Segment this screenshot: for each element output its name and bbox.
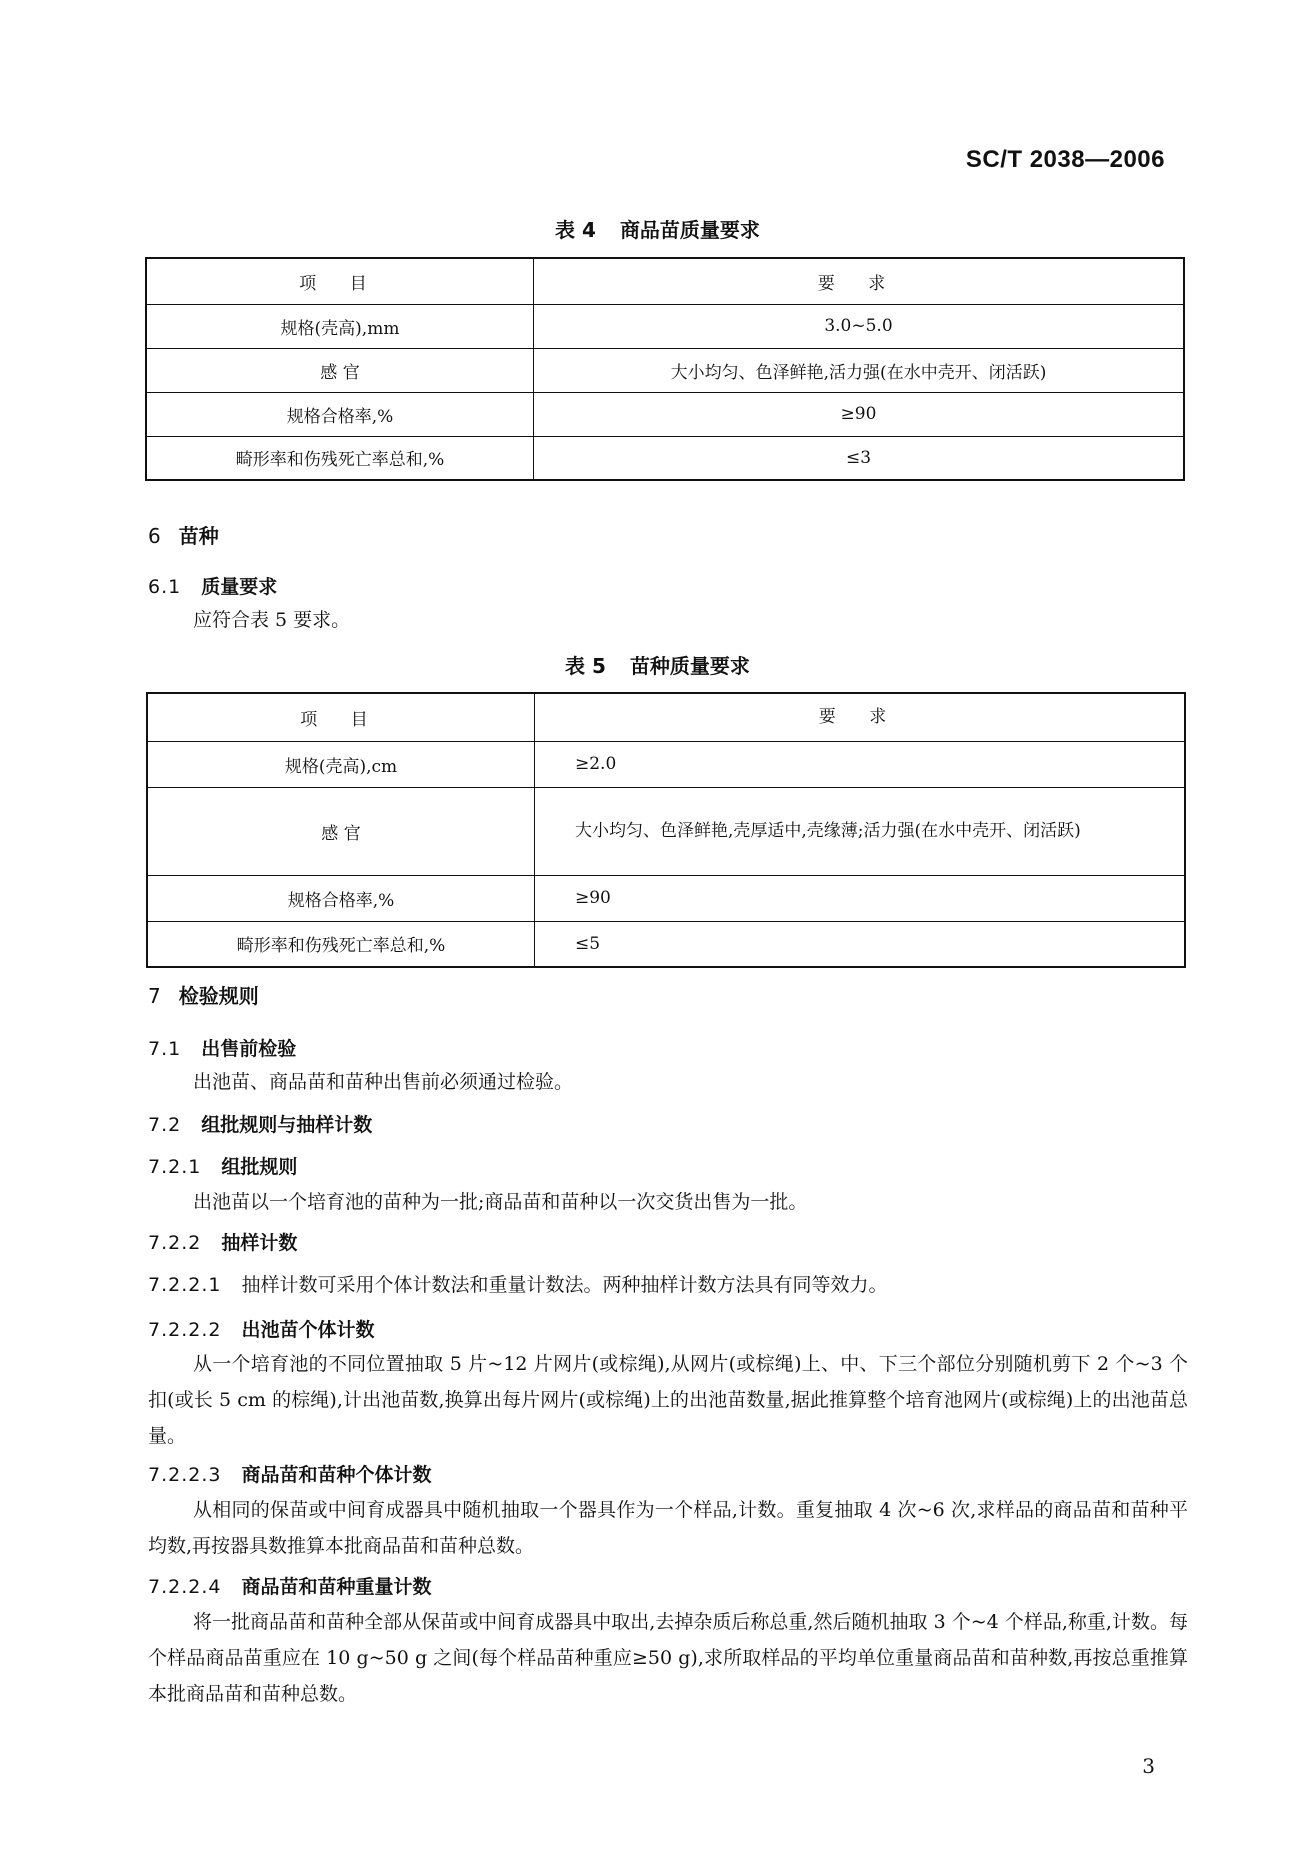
section-7-1-heading — [148, 1034, 296, 1061]
section-7-2-2-3-heading — [148, 1460, 432, 1487]
table-cell: 畸形率和伤残死亡率总和,% — [147, 921, 535, 967]
section-7-2-2-4-text: 将一批商品苗和苗种全部从保苗或中间育成器具中取出,去掉杂质后称总重,然后随机抽取 3 个~4 个样品,称重,计数。每个样品商品苗重应在 10 g~50 g 之间(每个样品苗种重应≥50 g),求所取样品的平均单位重量商品苗和苗种数,再按总重推算本批商品苗和苗种总数。 — [148, 1611, 1188, 1705]
section-7-2-1-heading — [148, 1152, 297, 1179]
section-6-1-heading — [148, 572, 277, 599]
table-cell: 3.0~5.0 — [534, 304, 1185, 348]
section-text: 抽样计数可采用个体计数法和重量计数法。两种抽样计数方法具有同等效力。 — [241, 1274, 888, 1296]
table-cell: 感 官 — [146, 348, 534, 392]
table4-number: 表 4 — [555, 218, 596, 242]
table-cell: 感 官 — [147, 787, 535, 875]
section-7-2-2-heading — [148, 1228, 297, 1255]
section-title: 苗种 — [178, 524, 219, 548]
table-cell: 规格合格率,% — [146, 392, 534, 436]
section-7-2-1-text: 出池苗以一个培育池的苗种为一批;商品苗和苗种以一次交货出售为一批。 — [193, 1191, 808, 1213]
section-number: 7.2.1 — [148, 1156, 202, 1178]
table5-header-item: 项 目 — [147, 693, 535, 741]
section-7-1-text: 出池苗、商品苗和苗种出售前必须通过检验。 — [193, 1071, 574, 1093]
table4 — [145, 257, 1185, 481]
section-title: 出池苗个体计数 — [241, 1319, 375, 1341]
table-cell: ≥90 — [535, 875, 1186, 921]
section-number: 7.2 — [148, 1114, 182, 1136]
section-title: 商品苗和苗种重量计数 — [241, 1576, 432, 1598]
section-title: 出售前检验 — [201, 1038, 297, 1060]
section-6-heading — [148, 520, 219, 549]
section-number: 7.2.2.3 — [148, 1464, 222, 1486]
section-title: 抽样计数 — [221, 1232, 298, 1254]
table5-number: 表 5 — [565, 654, 606, 678]
standard-code: SC/T 2038—2006 — [965, 146, 1165, 173]
section-number: 7.2.2 — [148, 1232, 202, 1254]
section-title: 组批规则与抽样计数 — [201, 1114, 373, 1136]
table-cell: 大小均匀、色泽鲜艳,壳厚适中,壳缘薄;活力强(在水中壳开、闭活跃) — [535, 787, 1186, 875]
table5-title: 苗种质量要求 — [629, 654, 750, 678]
table5-caption — [0, 650, 1315, 679]
page-number: 3 — [1142, 1754, 1155, 1778]
section-number: 7.2.2.4 — [148, 1576, 222, 1598]
section-7-2-2-1-heading — [148, 1270, 888, 1297]
section-6-1-text: 应符合表 5 要求。 — [193, 609, 351, 631]
section-7-2-heading — [148, 1110, 372, 1137]
table-cell: 规格合格率,% — [147, 875, 535, 921]
table-cell: 畸形率和伤残死亡率总和,% — [146, 436, 534, 480]
section-7-2-2-2-text: 从一个培育池的不同位置抽取 5 片~12 片网片(或棕绳),从网片(或棕绳)上、中、下三个部位分别随机剪下 2 个~3 个扣(或长 5 cm 的棕绳),计出池苗数,换算出每片网片(或棕绳)上的出池苗数量,据此推算整个培育池网片(或棕绳)上的出池苗总量。 — [148, 1353, 1188, 1447]
table4-header-item: 项 目 — [146, 258, 534, 304]
table-row — [146, 392, 1184, 436]
table-cell: 规格(壳高),cm — [147, 741, 535, 787]
table4-caption — [0, 214, 1315, 243]
table-row — [147, 921, 1185, 967]
section-title: 检验规则 — [178, 984, 259, 1008]
section-title: 商品苗和苗种个体计数 — [241, 1464, 432, 1486]
table5 — [146, 692, 1186, 968]
section-number: 7.2.2.2 — [148, 1319, 222, 1341]
table-row — [146, 304, 1184, 348]
table-row — [147, 741, 1185, 787]
table-header-row — [146, 258, 1184, 304]
section-number: 6 — [148, 524, 161, 548]
table5-header-requirement: 要 求 — [535, 693, 1186, 741]
table-cell: ≤3 — [534, 436, 1185, 480]
section-number: 7.2.2.1 — [148, 1274, 222, 1296]
table-cell: 大小均匀、色泽鲜艳,活力强(在水中壳开、闭活跃) — [534, 348, 1185, 392]
table4-title: 商品苗质量要求 — [619, 218, 760, 242]
section-title: 组批规则 — [221, 1156, 298, 1178]
table-cell: ≥90 — [534, 392, 1185, 436]
table-row — [146, 348, 1184, 392]
table-header-row — [147, 693, 1185, 741]
table-row — [146, 436, 1184, 480]
table-cell: ≤5 — [535, 921, 1186, 967]
section-7-heading — [148, 980, 259, 1009]
section-number: 7.1 — [148, 1038, 182, 1060]
section-7-2-2-2-heading — [148, 1315, 375, 1342]
section-7-2-2-4-heading — [148, 1572, 432, 1599]
section-title: 质量要求 — [201, 576, 278, 598]
section-number: 6.1 — [148, 576, 182, 598]
table4-header-requirement: 要 求 — [534, 258, 1185, 304]
table-row — [147, 875, 1185, 921]
section-7-2-2-3-text: 从相同的保苗或中间育成器具中随机抽取一个器具作为一个样品,计数。重复抽取 4 次~6 次,求样品的商品苗和苗种平均数,再按器具数推算本批商品苗和苗种总数。 — [148, 1499, 1188, 1557]
section-number: 7 — [148, 984, 161, 1008]
table-cell: 规格(壳高),mm — [146, 304, 534, 348]
table-row — [147, 787, 1185, 875]
table-cell: ≥2.0 — [535, 741, 1186, 787]
